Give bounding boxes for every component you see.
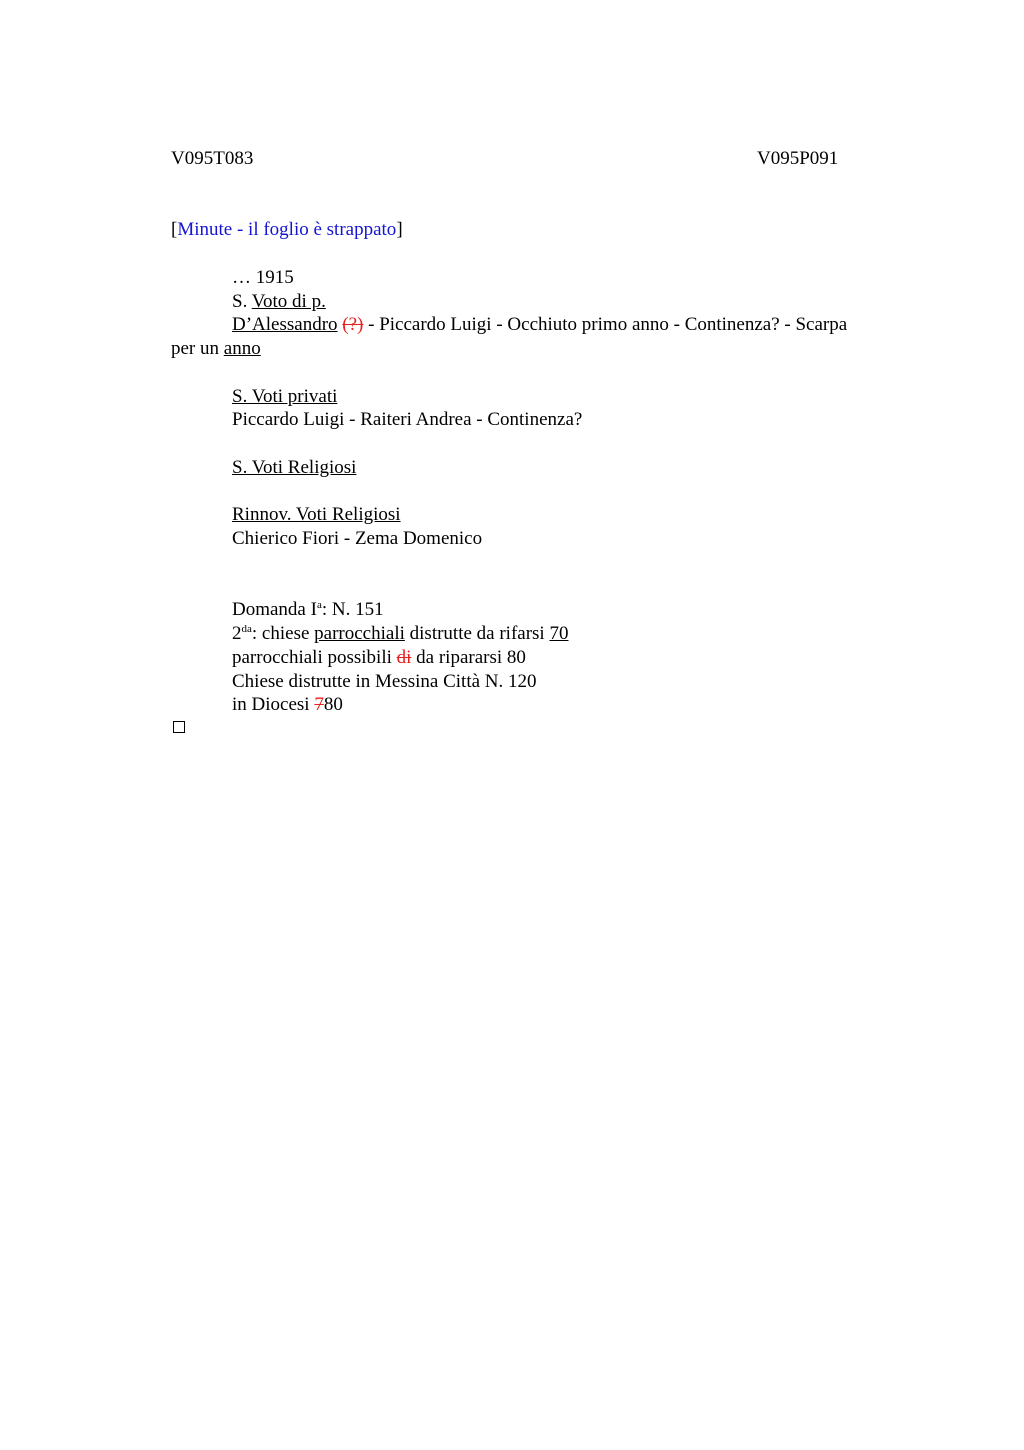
line-3-text-2: da ripararsi 80 (411, 647, 526, 668)
domanda-line-5 (232, 693, 343, 717)
religiosi-heading: S. Voti Religiosi (232, 457, 357, 478)
struck-text: (?) (342, 314, 364, 335)
voto-names-line (232, 313, 847, 337)
document-code-right: V095P091 (757, 148, 839, 169)
privati-names: Piccardo Luigi - Raiteri Andrea - Continenza? (232, 409, 583, 430)
domanda-1-sup: a (316, 599, 322, 611)
struck-text: di (396, 647, 412, 668)
note-close-bracket: ] (396, 219, 403, 240)
domanda-2 (232, 622, 568, 648)
domanda-2-sup: da (241, 623, 252, 635)
voto-heading (232, 290, 326, 314)
voto-names: - Piccardo Luigi - Occhiuto primo anno - Continenza? - Scarpa (363, 314, 848, 335)
checkbox-icon (173, 721, 185, 733)
continuation-text: per un (171, 338, 224, 359)
voto-prefix: S. (232, 291, 252, 312)
line-5-value: 80 (323, 694, 343, 715)
privati-heading: S. Voti privati (232, 386, 338, 407)
domanda-line-3 (232, 646, 526, 670)
domanda-1-value: : N. 151 (321, 599, 384, 620)
voto-name: D’Alessandro (232, 314, 338, 335)
rinnov-heading: Rinnov. Voti Religiosi (232, 504, 401, 525)
struck-text: 7 (314, 694, 324, 715)
domanda-2-num: 2 (232, 623, 242, 644)
domanda-2-value: 70 (549, 623, 569, 644)
date-line: … 1915 (232, 267, 294, 288)
note-open-bracket: [ (171, 219, 178, 240)
domanda-1 (232, 598, 384, 624)
editorial-note (171, 218, 403, 242)
document-code-left: V095T083 (171, 148, 254, 169)
domanda-2-text: : chiese (251, 623, 315, 644)
domanda-2-text-2: distrutte da rifarsi (404, 623, 550, 644)
note-text: Minute - il foglio è strappato (177, 219, 397, 240)
voto-names-continuation (171, 337, 261, 361)
line-3-text: parrocchiali possibili (232, 647, 397, 668)
line-5-text: in Diocesi (232, 694, 315, 715)
continuation-word: anno (223, 338, 261, 359)
rinnov-names: Chierico Fiori - Zema Domenico (232, 528, 483, 549)
domanda-2-word: parrocchiali (314, 623, 405, 644)
domanda-1-label: Domanda I (232, 599, 317, 620)
voto-title: Voto di p. (251, 291, 326, 312)
domanda-line-4: Chiese distrutte in Messina Città N. 120 (232, 671, 537, 692)
